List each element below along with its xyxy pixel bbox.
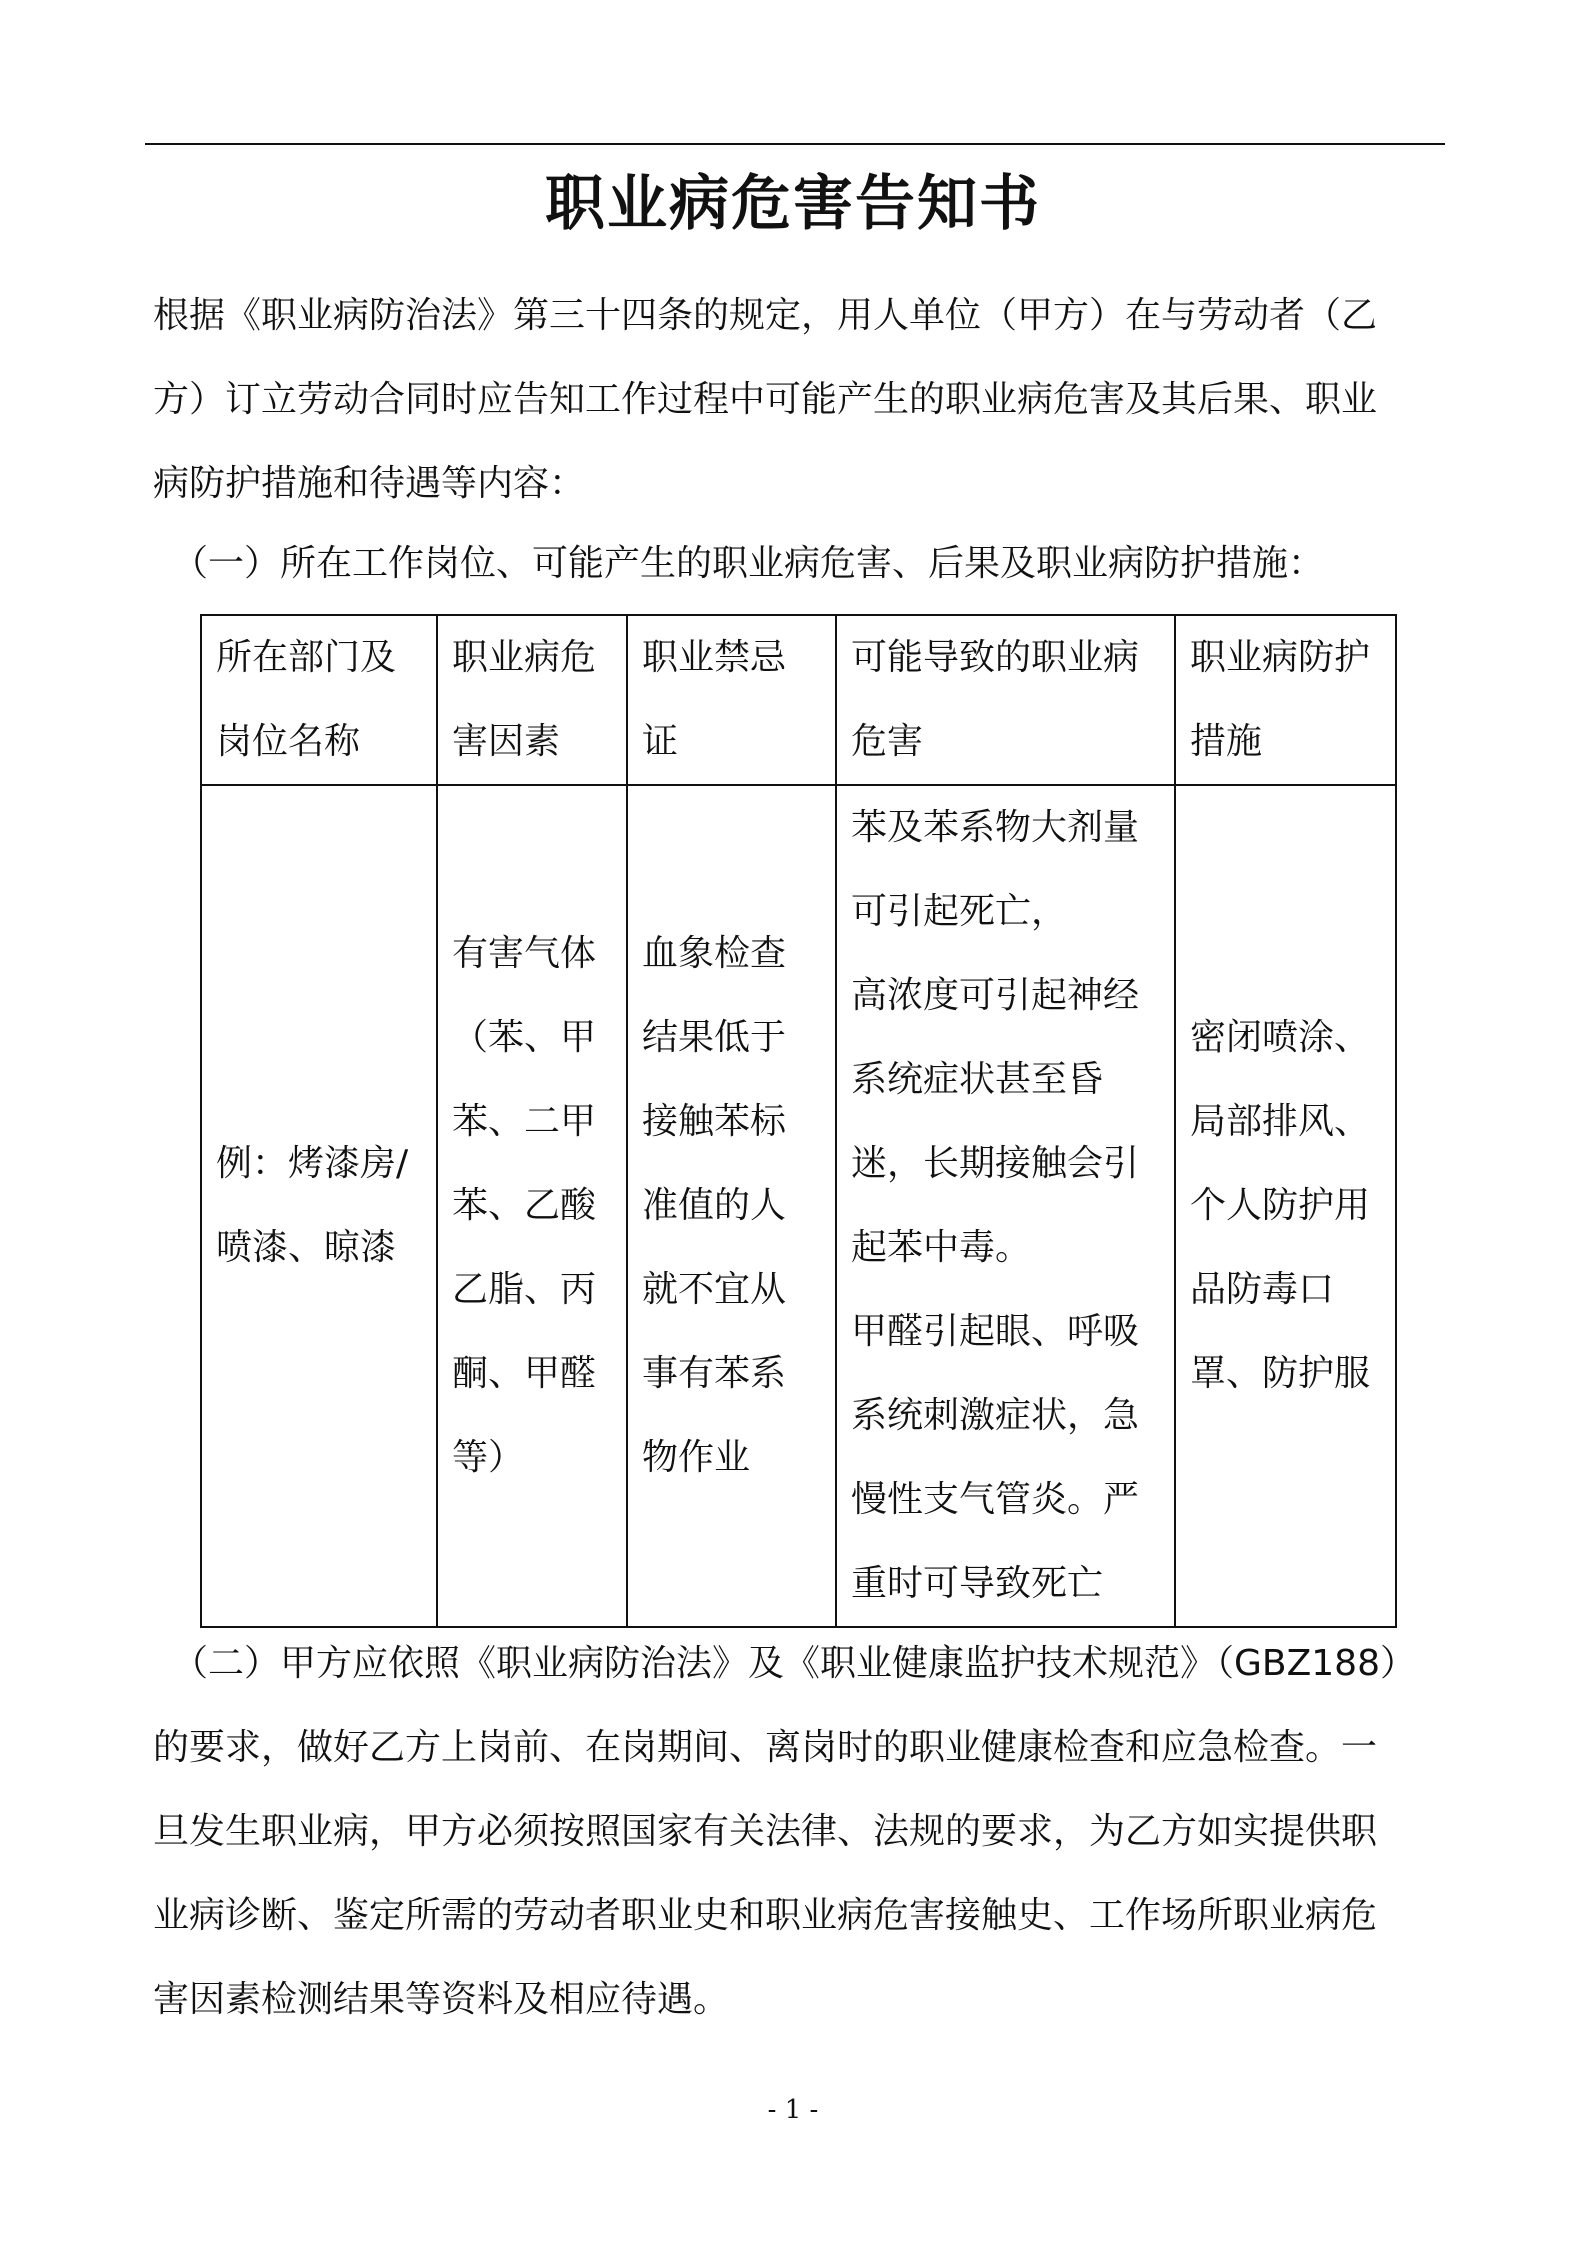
document-title: 职业病危害告知书 [545,169,1041,239]
section-2-line-1: （二）甲方应依照《职业病防治法》及《职业健康监护技术规范》（GBZ188） [172,1643,1416,1684]
cell-department: 例：烤漆房/ 喷漆、晾漆 [201,785,437,1627]
header-contraindications: 职业禁忌 证 [627,615,836,785]
cell-hazard-factors: 有害气体 （苯、甲 苯、二甲 苯、乙酸 乙脂、丙 酮、甲醛 等） [437,785,627,1627]
cell-contraindications: 血象检查 结果低于 接触苯标 准值的人 就不宜从 事有苯系 物作业 [627,785,836,1627]
intro-line-2: 方）订立劳动合同时应告知工作过程中可能产生的职业病危害及其后果、职业 [153,379,1378,420]
cell-protective-measures: 密闭喷涂、 局部排风、 个人防护用 品防毒口 罩、防护服 [1175,785,1396,1627]
header-rule [145,143,1445,145]
intro-paragraph [153,274,1443,526]
page-number: - 1 - [767,2095,819,2125]
header-hazard-factors: 职业病危 害因素 [437,615,627,785]
hazard-table [200,614,1397,1628]
header-possible-hazards: 可能导致的职业病 危害 [836,615,1175,785]
cell-possible-hazards: 苯及苯系物大剂量 可引起死亡， 高浓度可引起神经 系统症状甚至昏 迷，长期接触会引 起苯中毒。 甲醛引起眼、呼吸 系统刺激症状，急 慢性支气管炎。严 重时可导致死亡 [836,785,1175,1627]
section-2-line-5: 害因素检测结果等资料及相应待遇。 [153,1979,730,2020]
intro-line-1: 根据《职业病防治法》第三十四条的规定，用人单位（甲方）在与劳动者（乙 [153,295,1378,336]
header-protective-measures: 职业病防护 措施 [1175,615,1396,785]
section-2-line-4: 业病诊断、鉴定所需的劳动者职业史和职业病危害接触史、工作场所职业病危 [153,1895,1378,1936]
section-2-paragraph [153,1622,1443,2042]
header-department: 所在部门及 岗位名称 [201,615,437,785]
intro-line-3: 病防护措施和待遇等内容： [153,463,586,504]
table-header-row [201,615,1396,785]
section-2-line-2: 的要求，做好乙方上岗前、在岗期间、离岗时的职业健康检查和应急检查。一 [153,1727,1378,1768]
section-2-line-3: 旦发生职业病，甲方必须按照国家有关法律、法规的要求，为乙方如实提供职 [153,1811,1378,1852]
table-row [201,785,1396,1627]
section-1-heading: （一）所在工作岗位、可能产生的职业病危害、后果及职业病防护措施： [172,543,1325,584]
